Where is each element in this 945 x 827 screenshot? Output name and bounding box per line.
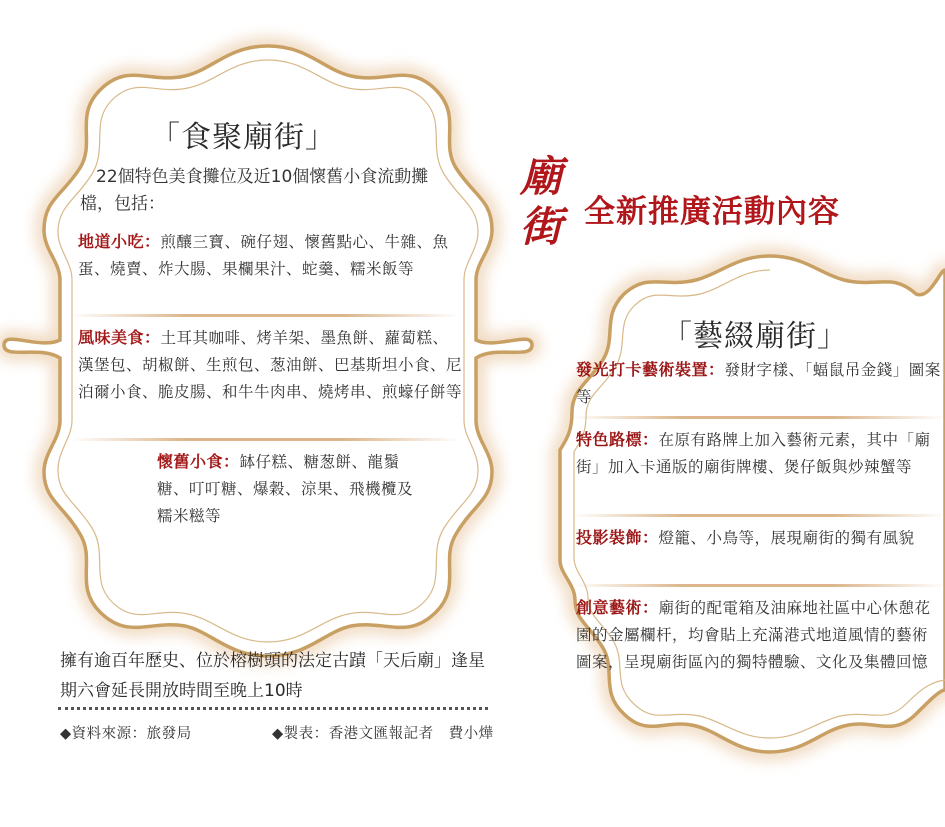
item-text: 燈籠、小鳥等，展現廟街的獨有風貌 bbox=[658, 529, 915, 547]
vertical-title-char-2: 街 bbox=[520, 202, 563, 251]
left-panel-title: 「食聚廟街」 bbox=[150, 120, 336, 155]
divider bbox=[572, 514, 945, 517]
item-text: 缽仔糕、糖葱餅、龍鬚糖、叮叮糖、爆穀、涼果、飛機欖及糯米糍等 bbox=[157, 453, 414, 525]
item-label: 投影裝飾： bbox=[576, 528, 659, 547]
right-item-projections bbox=[576, 524, 942, 552]
item-text: 在原有路牌上加入藝術元素，其中「廟街」加入卡通版的廟街牌樓、煲仔飯與炒辣蟹等 bbox=[576, 431, 931, 476]
divider bbox=[70, 438, 460, 441]
left-item-flavor-food bbox=[78, 324, 462, 406]
item-label: 懷舊小食： bbox=[157, 452, 240, 471]
footer-note: 擁有逾百年歷史、位於榕樹頭的法定古蹟「天后廟」逢星期六會延長開放時間至晚上10時 bbox=[60, 651, 485, 701]
item-label: 創意藝術： bbox=[576, 598, 659, 617]
divider bbox=[70, 314, 460, 317]
source-credit: ◆資料來源：旅發局 bbox=[60, 726, 192, 742]
dotted-divider bbox=[58, 707, 488, 710]
right-panel-title: 「藝綴廟街」 bbox=[662, 319, 848, 354]
item-label: 地道小吃： bbox=[78, 232, 161, 251]
left-item-nostalgic-snacks bbox=[157, 448, 419, 530]
left-item-local-snacks bbox=[78, 228, 462, 283]
right-item-road-signs bbox=[576, 426, 942, 481]
left-panel-intro: 22個特色美食攤位及近10個懷舊小食流動攤檔，包括： bbox=[80, 167, 429, 214]
item-text: 土耳其咖啡、烤羊架、墨魚餅、蘿蔔糕、漢堡包、胡椒餅、生煎包、葱油餅、巴基斯坦小食、尼泊爾小食、脆皮腸、和牛牛肉串、燒烤串、煎蠔仔餅等 bbox=[78, 329, 463, 401]
item-text: 煎釀三寶、碗仔翅、懷舊點心、牛雜、魚蛋、燒賣、炸大腸、果欄果汁、蛇羹、糯米飯等 bbox=[78, 233, 449, 278]
headline: 全新推廣活動內容 bbox=[584, 194, 840, 230]
item-label: 風味美食： bbox=[78, 328, 161, 347]
item-text: 廟街的配電箱及油麻地社區中心休憩花園的金屬欄杆，均會貼上充滿港式地道風情的藝術圖案，呈現廟街區內的獨特體驗、文化及集體回憶 bbox=[576, 599, 931, 671]
table-credit: ◆製表：香港文匯報記者 費小燁 bbox=[272, 726, 494, 742]
vertical-title-char-1: 廟 bbox=[520, 152, 563, 201]
divider bbox=[572, 416, 945, 419]
right-item-creative-art bbox=[576, 594, 942, 676]
item-text: 發財字樣、「蝠鼠吊金錢」圖案等 bbox=[576, 361, 941, 406]
vertical-title bbox=[520, 154, 570, 250]
item-label: 發光打卡藝術裝置： bbox=[576, 360, 725, 379]
divider bbox=[572, 584, 945, 587]
item-label: 特色路標： bbox=[576, 430, 659, 449]
right-item-light-installations bbox=[576, 356, 942, 411]
